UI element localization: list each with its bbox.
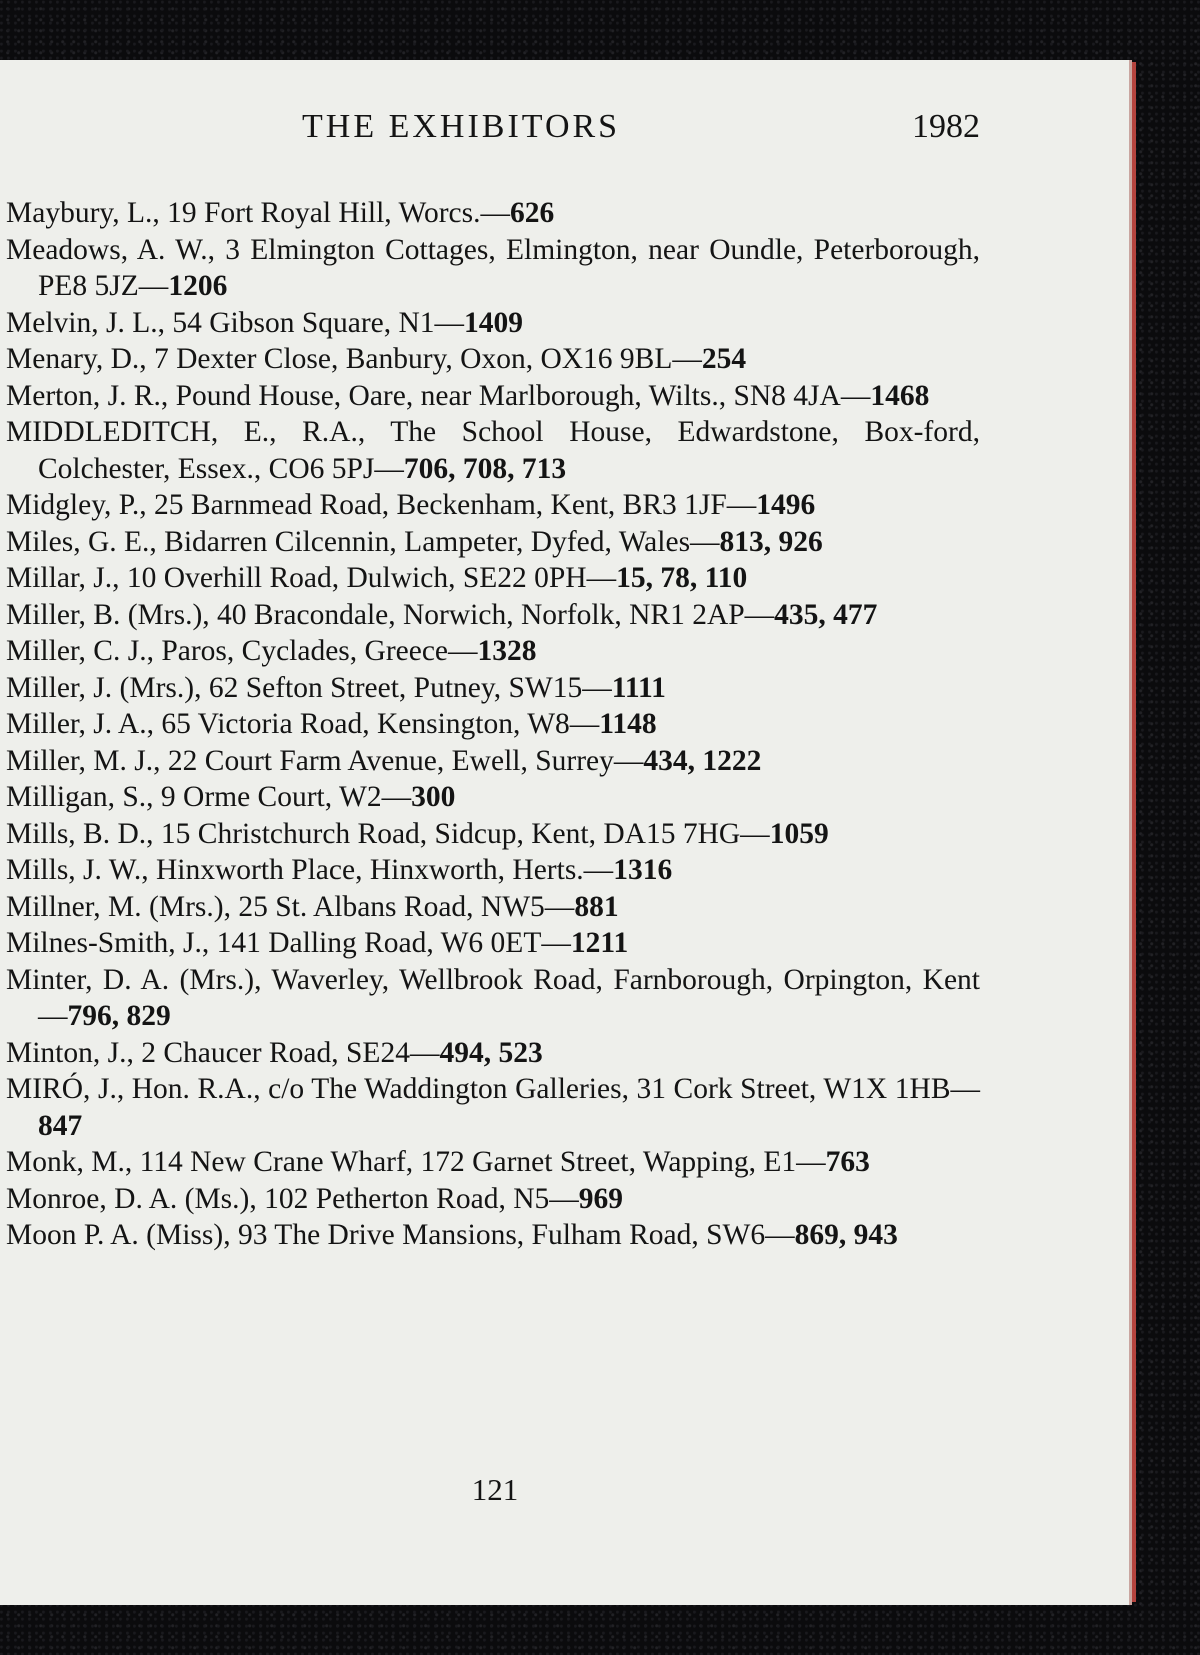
entry-address: Miller, C. J., Paros, Cyclades, Greece— xyxy=(6,635,478,667)
list-item xyxy=(6,670,980,707)
list-item xyxy=(6,1035,980,1072)
list-item xyxy=(6,1071,980,1144)
entry-address: Minter, D. A. (Mrs.), Waverley, Wellbrook Road, Farnborough, Orpington, Kent— xyxy=(6,963,980,1032)
entry-numbers: 1148 xyxy=(599,708,657,740)
entry-address: Mills, B. D., 15 Christchurch Road, Sidcup, Kent, DA15 7HG— xyxy=(6,817,770,850)
list-item xyxy=(6,816,980,853)
entry-numbers: 434, 1222 xyxy=(643,744,762,777)
entry-address: Merton, J. R., Pound House, Oare, near Marlborough, Wilts., SN8 4JA— xyxy=(6,379,871,412)
entry-address: Monk, M., 114 New Crane Wharf, 172 Garnet Street, Wapping, E1— xyxy=(6,1146,826,1178)
entry-numbers: 1059 xyxy=(769,817,829,850)
page-edge xyxy=(1132,62,1136,1602)
entry-address: Maybury, L., 19 Fort Royal Hill, Worcs.— xyxy=(6,197,511,229)
list-item xyxy=(6,341,980,378)
entry-address: Menary, D., 7 Dexter Close, Banbury, Oxon, OX16 9BL— xyxy=(6,343,702,375)
entry-numbers: 1206 xyxy=(168,270,228,302)
entry-numbers: 254 xyxy=(701,343,747,375)
entry-numbers: 300 xyxy=(411,781,456,813)
entry-address: Miller, J. A., 65 Victoria Road, Kensington, W8— xyxy=(6,708,600,740)
entry-numbers: 763 xyxy=(825,1146,870,1178)
list-item xyxy=(6,597,980,634)
list-item xyxy=(6,524,980,561)
list-item xyxy=(6,962,980,1035)
entry-address: Midgley, P., 25 Barnmead Road, Beckenham, Kent, BR3 1JF— xyxy=(6,489,757,521)
year: 1982 xyxy=(912,108,980,145)
list-item xyxy=(6,1181,980,1218)
entry-address: Miller, M. J., 22 Court Farm Avenue, Ewell, Surrey— xyxy=(6,744,644,777)
section-title: THE EXHIBITORS xyxy=(302,108,621,145)
page-number: 121 xyxy=(471,1472,519,1507)
entry-address: Monroe, D. A. (Ms.), 102 Petherton Road, N5— xyxy=(6,1182,579,1215)
entry-numbers: 796, 829 xyxy=(67,1000,171,1032)
list-item xyxy=(6,633,980,670)
entry-address: Miller, B. (Mrs.), 40 Bracondale, Norwich, Norfolk, NR1 2AP— xyxy=(6,598,775,631)
entry-address: MIDDLEDITCH, E., R.A., The School House, Edwardstone, Box-ford, Colchester, Essex., CO6 5PJ— xyxy=(6,416,980,485)
entry-numbers: 626 xyxy=(510,197,555,229)
entry-numbers: 435, 477 xyxy=(774,598,878,631)
entry-numbers: 1468 xyxy=(870,379,930,412)
running-head xyxy=(0,108,980,152)
list-item xyxy=(6,232,980,305)
entry-address: Milligan, S., 9 Orme Court, W2— xyxy=(6,781,412,813)
entry-numbers: 706, 708, 713 xyxy=(403,452,567,485)
entry-address: Minton, J., 2 Chaucer Road, SE24— xyxy=(6,1036,440,1069)
entry-numbers: 1211 xyxy=(570,927,629,959)
entry-address: Meadows, A. W., 3 Elmington Cottages, Elmington, near Oundle, Peterborough, PE8 5JZ— xyxy=(6,233,980,302)
entry-numbers: 15, 78, 110 xyxy=(616,562,748,594)
exhibitor-list xyxy=(6,195,980,1254)
list-item xyxy=(6,487,980,524)
list-item xyxy=(6,1144,980,1181)
entry-numbers: 847 xyxy=(38,1109,83,1142)
entry-numbers: 494, 523 xyxy=(439,1036,543,1069)
entry-numbers: 1409 xyxy=(464,306,524,339)
entry-numbers: 1316 xyxy=(613,854,673,886)
list-item xyxy=(6,560,980,597)
list-item xyxy=(6,414,980,487)
list-item xyxy=(6,852,980,889)
list-item xyxy=(6,925,980,962)
entry-address: Milnes-Smith, J., 141 Dalling Road, W6 0ET— xyxy=(6,927,571,959)
entry-numbers: 969 xyxy=(578,1182,623,1215)
entry-address: Moon P. A. (Miss), 93 The Drive Mansions, Fulham Road, SW6— xyxy=(6,1219,795,1251)
list-item xyxy=(6,706,980,743)
list-item xyxy=(6,779,980,816)
entry-address: MIRÓ, J., Hon. R.A., c/o The Waddington Galleries, 31 Cork Street, W1X 1HB— xyxy=(6,1073,980,1105)
list-item xyxy=(6,1217,980,1254)
entry-numbers: 813, 926 xyxy=(719,525,823,558)
entry-numbers: 1496 xyxy=(756,489,816,521)
entry-numbers: 869, 943 xyxy=(794,1219,898,1251)
list-item xyxy=(6,195,980,232)
entry-numbers: 1111 xyxy=(611,671,666,704)
entry-address: Miles, G. E., Bidarren Cilcennin, Lampeter, Dyfed, Wales— xyxy=(6,525,720,558)
entry-numbers: 881 xyxy=(574,890,619,923)
entry-numbers: 1328 xyxy=(477,635,537,667)
list-item xyxy=(6,305,980,342)
entry-address: Melvin, J. L., 54 Gibson Square, N1— xyxy=(6,306,465,339)
entry-address: Mills, J. W., Hinxworth Place, Hinxworth, Herts.— xyxy=(6,854,614,886)
entry-address: Millner, M. (Mrs.), 25 St. Albans Road, NW5— xyxy=(6,890,575,923)
entry-address: Miller, J. (Mrs.), 62 Sefton Street, Putney, SW15— xyxy=(6,671,612,704)
list-item xyxy=(6,743,980,780)
entry-address: Millar, J., 10 Overhill Road, Dulwich, SE22 0PH— xyxy=(6,562,617,594)
list-item xyxy=(6,889,980,926)
list-item xyxy=(6,378,980,415)
